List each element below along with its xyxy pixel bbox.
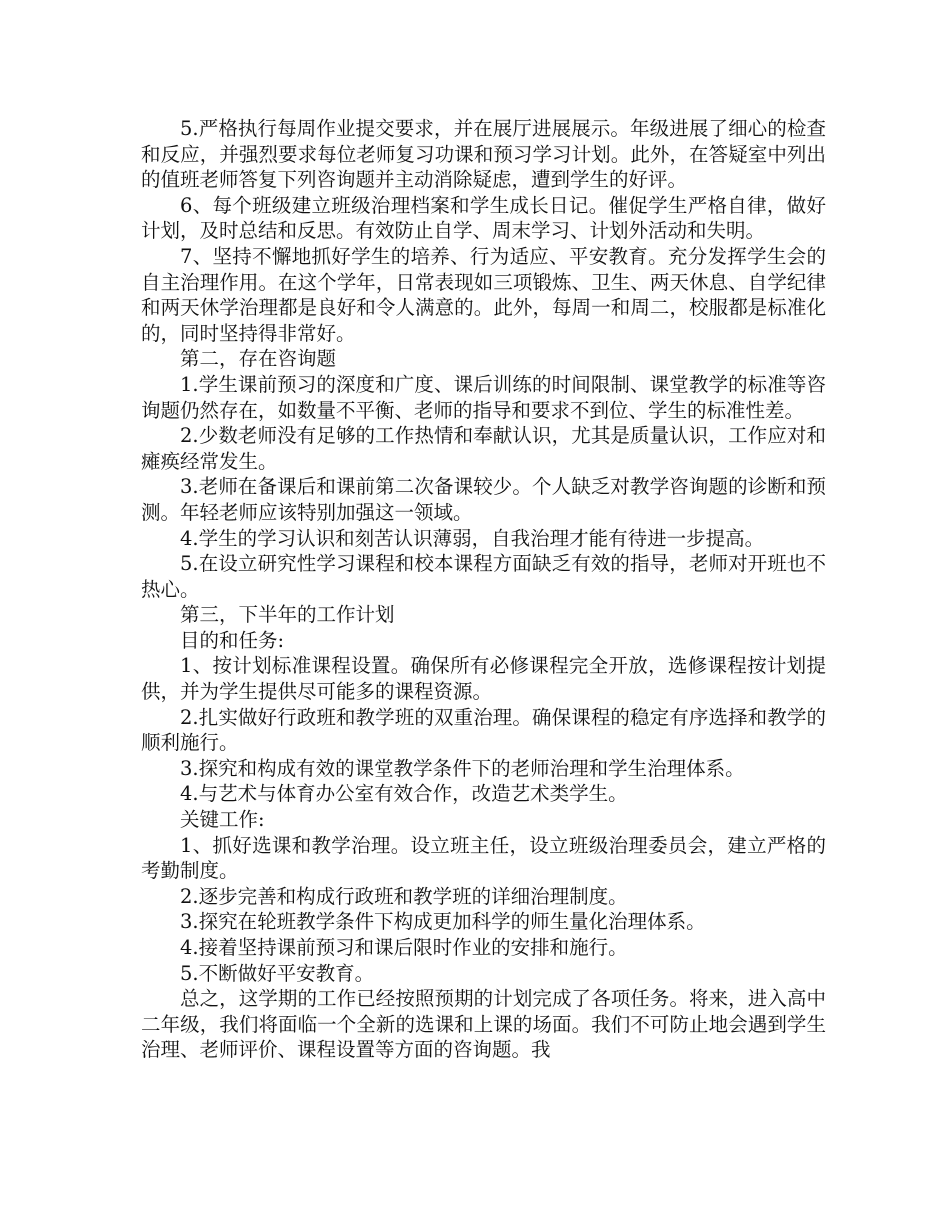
subheading-goals: 目的和任务: bbox=[180, 628, 285, 652]
document-body bbox=[141, 116, 826, 1063]
paragraph-item-7-student-training: 7、坚持不懈地抓好学生的培养、行为适应、平安教育。充分发挥学生会的自主治理作用。在这个学年，日常表现如三项锻炼、卫生、两天休息、自学纪律和两天休学治理都是良好和令人满意的。此外，每周一和周二，校服都是标准化的，同时坚持得非常好。 bbox=[141, 244, 826, 345]
section-heading-problems: 第二，存在咨询题 bbox=[180, 347, 337, 371]
key-work-item-1: 1、抓好选课和教学治理。设立班主任，设立班级治理委员会，建立严格的考勤制度。 bbox=[141, 833, 826, 883]
section-heading-plan: 第三，下半年的工作计划 bbox=[180, 603, 395, 627]
problem-item-1: 1.学生课前预习的深度和广度、课后训练的时间限制、课堂教学的标准等咨询题仍然存在，如数量不平衡、老师的指导和要求不到位、学生的标准性差。 bbox=[141, 372, 826, 422]
goal-item-1: 1、按计划标准课程设置。确保所有必修课程完全开放，选修课程按计划提供，并为学生提供尽可能多的课程资源。 bbox=[141, 654, 826, 704]
paragraph-item-5-homework: 5.严格执行每周作业提交要求，并在展厅进展展示。年级进展了细心的检查和反应，并强烈要求每位老师复习功课和预习学习计划。此外，在答疑室中列出的值班老师答复下列咨询题并主动消除疑虑，遭到学生的好评。 bbox=[141, 117, 826, 192]
paragraph-item-6-class-records: 6、每个班级建立班级治理档案和学生成长日记。催促学生严格自律，做好计划，及时总结和反思。有效防止自学、周末学习、计划外活动和失明。 bbox=[141, 193, 826, 243]
key-work-item-4: 4.接着坚持课前预习和课后限时作业的安排和施行。 bbox=[180, 936, 628, 959]
subheading-key-work: 关键工作: bbox=[180, 808, 265, 832]
summary-paragraph: 总之，这学期的工作已经按照预期的计划完成了各项任务。将来，进入高中二年级，我们将面临一个全新的选课和上课的场面。我们不可防止地会遇到学生治理、老师评价、课程设置等方面的咨询题。我 bbox=[141, 987, 826, 1062]
goal-item-3: 3.探究和构成有效的课堂教学条件下的老师治理和学生治理体系。 bbox=[180, 756, 745, 780]
problem-item-4: 4.学生的学习认识和刻苦认识薄弱，自我治理才能有待进一步提高。 bbox=[180, 526, 765, 550]
key-work-item-3: 3.探究在轮班教学条件下构成更加科学的师生量化治理体系。 bbox=[180, 910, 706, 934]
goal-item-4: 4.与艺术与体育办公室有效合作，改造艺术类学生。 bbox=[180, 782, 628, 806]
problem-item-2: 2.少数老师没有足够的工作热情和奉献认识，尤其是质量认识，工作应对和瘫痪经常发生。 bbox=[141, 424, 826, 473]
problem-item-3: 3.老师在备课后和课前第二次备课较少。个人缺乏对教学咨询题的诊断和预测。年轻老师应该特别加强这一领域。 bbox=[141, 475, 826, 524]
key-work-item-5: 5.不断做好平安教育。 bbox=[180, 961, 375, 985]
problem-item-5: 5.在设立研究性学习课程和校本课程方面缺乏有效的指导，老师对开班也不热心。 bbox=[141, 552, 826, 601]
goal-item-2: 2.扎实做好行政班和教学班的双重治理。确保课程的稳定有序选择和教学的顺利施行。 bbox=[141, 705, 826, 755]
key-work-item-2: 2.逐步完善和构成行政班和教学班的详细治理制度。 bbox=[180, 884, 628, 908]
